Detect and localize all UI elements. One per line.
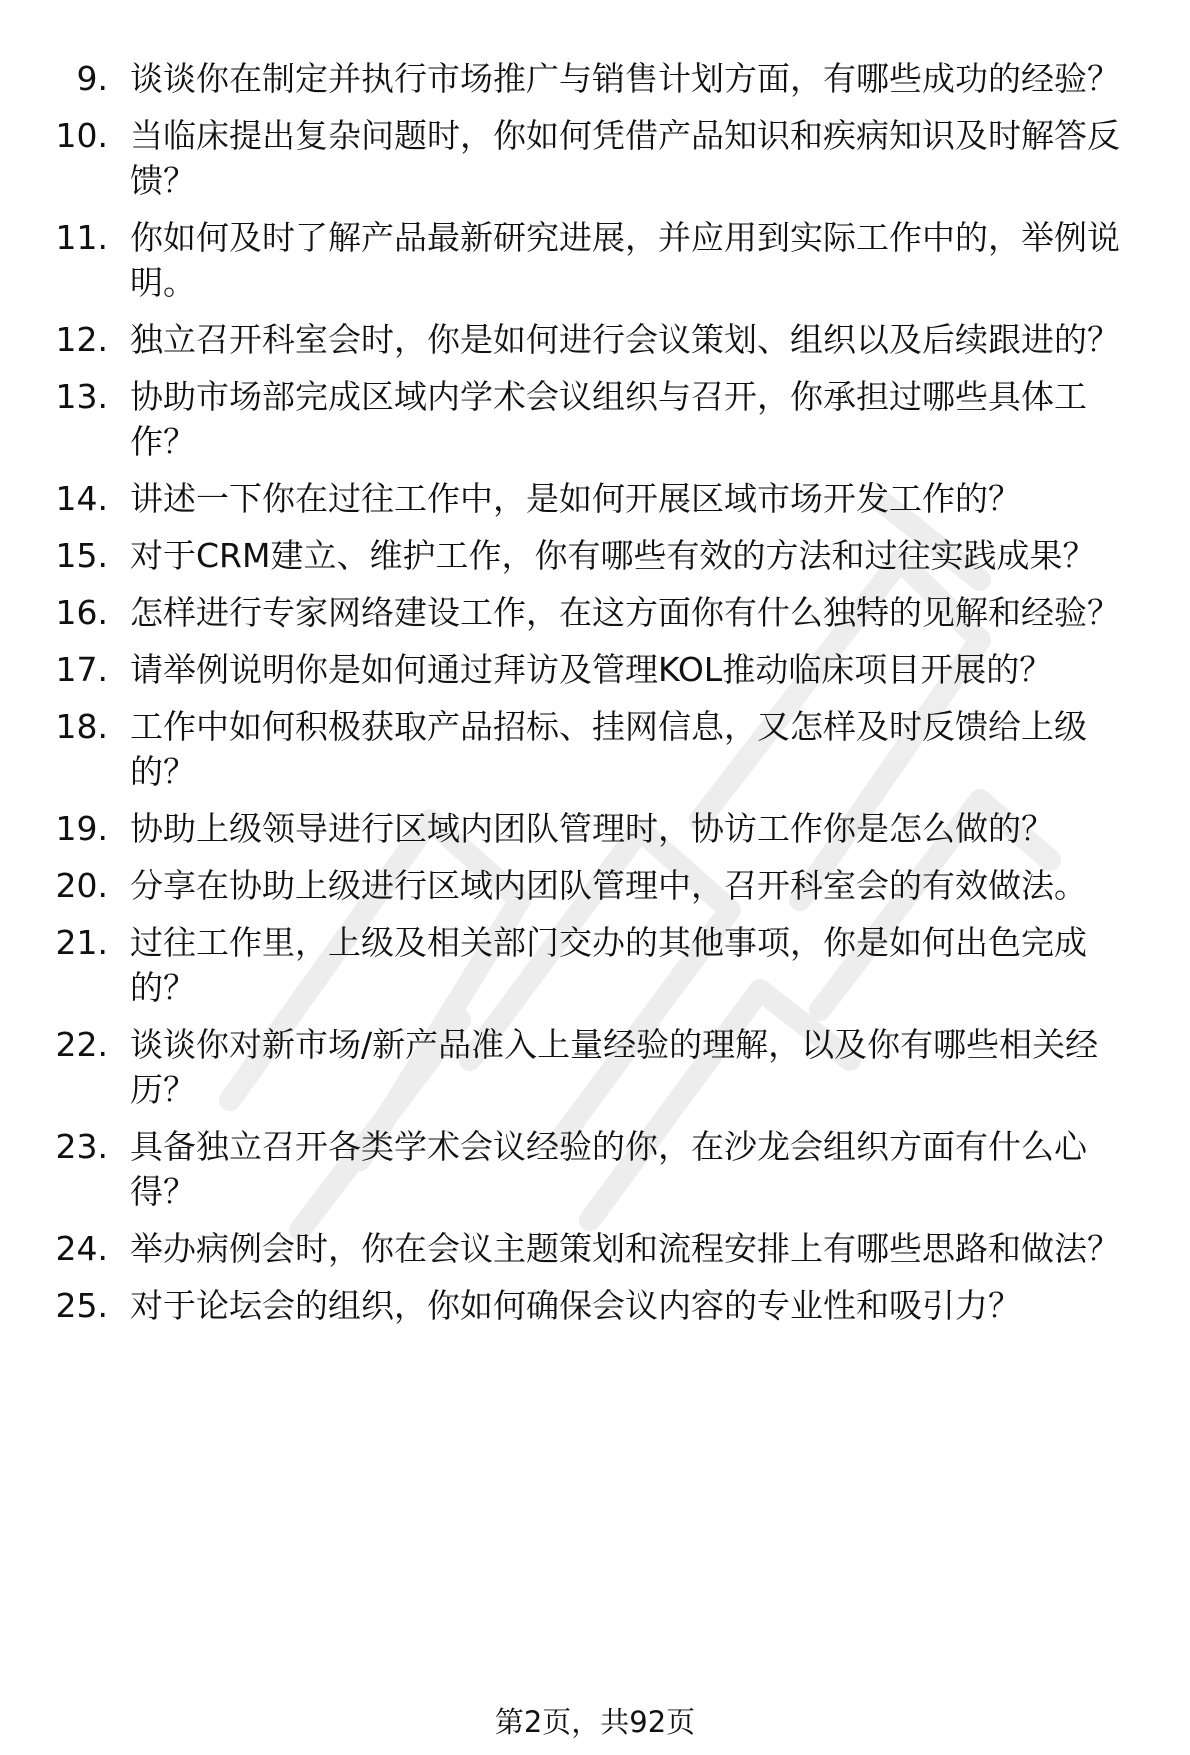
list-item <box>0 215 1190 305</box>
question-number: 19. <box>55 809 108 848</box>
list-item <box>0 1226 1190 1271</box>
question-number: 17. <box>55 650 108 689</box>
question-text: 谈谈你在制定并执行市场推广与销售计划方面，有哪些成功的经验？ <box>130 59 1120 98</box>
list-item <box>0 374 1190 464</box>
question-number: 12. <box>55 320 108 359</box>
question-number: 15. <box>55 536 108 575</box>
question-number: 16. <box>55 593 108 632</box>
list-item <box>0 647 1190 692</box>
question-text: 当临床提出复杂问题时，你如何凭借产品知识和疾病知识及时解答反馈？ <box>130 116 1120 200</box>
question-text: 对于CRM建立、维护工作，你有哪些有效的方法和过往实践成果？ <box>130 536 1096 575</box>
question-text: 怎样进行专家网络建设工作，在这方面你有什么独特的见解和经验？ <box>130 593 1120 632</box>
question-text: 讲述一下你在过往工作中，是如何开展区域市场开发工作的？ <box>130 479 1021 518</box>
question-text: 请举例说明你是如何通过拜访及管理KOL推动临床项目开展的？ <box>130 650 1053 689</box>
question-text: 工作中如何积极获取产品招标、挂网信息，又怎样及时反馈给上级的？ <box>130 707 1087 791</box>
list-item <box>0 1124 1190 1214</box>
question-text: 协助市场部完成区域内学术会议组织与召开，你承担过哪些具体工作？ <box>130 377 1087 461</box>
question-text: 举办病例会时，你在会议主题策划和流程安排上有哪些思路和做法？ <box>130 1229 1120 1268</box>
list-item <box>0 113 1190 203</box>
question-text: 具备独立召开各类学术会议经验的你，在沙龙会组织方面有什么心得？ <box>130 1127 1087 1211</box>
list-item <box>0 806 1190 851</box>
list-item <box>0 476 1190 521</box>
question-number: 25. <box>55 1286 108 1325</box>
question-number: 23. <box>55 1127 108 1166</box>
list-item <box>0 317 1190 362</box>
question-number: 22. <box>55 1025 108 1064</box>
question-number: 11. <box>55 218 108 257</box>
question-number: 14. <box>55 479 108 518</box>
question-list <box>0 56 1190 1340</box>
list-item <box>0 1022 1190 1112</box>
question-number: 9. <box>76 59 108 98</box>
list-item <box>0 590 1190 635</box>
question-text: 分享在协助上级进行区域内团队管理中，召开科室会的有效做法。 <box>130 866 1087 905</box>
list-item <box>0 533 1190 578</box>
list-item <box>0 920 1190 1010</box>
list-item <box>0 863 1190 908</box>
question-number: 13. <box>55 377 108 416</box>
list-item <box>0 704 1190 794</box>
question-text: 过往工作里，上级及相关部门交办的其他事项，你是如何出色完成的？ <box>130 923 1087 1007</box>
question-text: 对于论坛会的组织，你如何确保会议内容的专业性和吸引力？ <box>130 1286 1021 1325</box>
question-number: 21. <box>55 923 108 962</box>
question-number: 10. <box>55 116 108 155</box>
list-item <box>0 56 1190 101</box>
page-number-footer: 第2页，共92页 <box>494 1705 696 1739</box>
question-text: 协助上级领导进行区域内团队管理时，协访工作你是怎么做的？ <box>130 809 1054 848</box>
question-number: 24. <box>55 1229 108 1268</box>
question-text: 你如何及时了解产品最新研究进展，并应用到实际工作中的，举例说明。 <box>130 218 1120 302</box>
list-item <box>0 1283 1190 1328</box>
question-text: 独立召开科室会时，你是如何进行会议策划、组织以及后续跟进的？ <box>130 320 1120 359</box>
question-number: 18. <box>55 707 108 746</box>
question-number: 20. <box>55 866 108 905</box>
question-text: 谈谈你对新市场/新产品准入上量经验的理解，以及你有哪些相关经历？ <box>130 1025 1099 1109</box>
